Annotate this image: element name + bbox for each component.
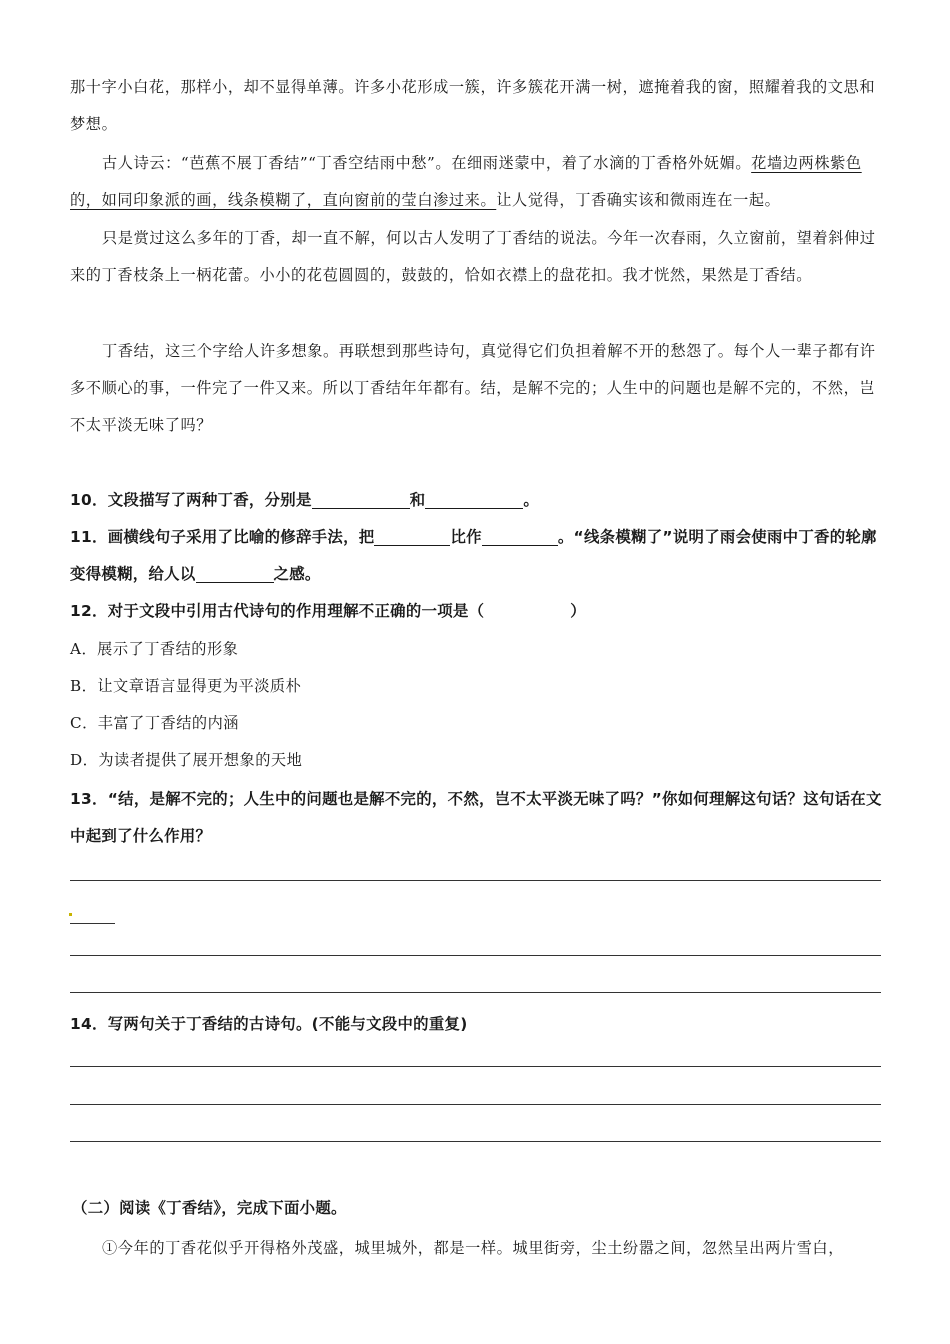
- question-10: [70, 482, 882, 519]
- question-11-text: 之感。: [273, 565, 321, 583]
- answer-blank[interactable]: [196, 564, 274, 583]
- option-b[interactable]: B．让文章语言显得更为平淡质朴: [70, 677, 302, 695]
- option-d[interactable]: D．为读者提供了展开想象的天地: [70, 751, 303, 769]
- stray-mark: [69, 913, 72, 916]
- section-2-title: （二）阅读《丁香结》，完成下面小题。: [72, 1199, 347, 1217]
- question-11-text: 。“线条模糊了”说明了雨会使雨中丁香的轮廓变得模糊，给人以: [70, 528, 877, 583]
- passage-paragraph-2-tail: 让人觉得，丁香确实该和微雨连在一起。: [496, 191, 781, 209]
- passage-paragraph-2-text: 古人诗云：“芭蕉不展丁香结”“丁香空结雨中愁”。在细雨迷蒙中，着了水滴的丁香格外妩媚。: [102, 154, 752, 172]
- option-a[interactable]: A．展示了丁香结的形象: [70, 640, 239, 658]
- question-10-text: 10．文段描写了两种丁香，分别是: [70, 491, 312, 509]
- question-13: 13．“结，是解不完的；人生中的问题也是解不完的，不然，岂不太平淡无味了吗？”你如何理解这句话？这句话在文中起到了什么作用？: [70, 790, 882, 845]
- question-12-text: ）: [570, 602, 586, 620]
- underlined-sentence: 花墙边两株紫色的，如同印象派的画，线条模糊了，直向窗前的莹白渗过来。: [70, 154, 862, 209]
- question-11: [70, 519, 882, 593]
- passage-paragraph-3: 只是赏过这么多年的丁香，却一直不解，何以古人发明了丁香结的说法。今年一次春雨，久立窗前，望着斜伸过来的丁香枝条上一柄花蕾。小小的花苞圆圆的，鼓鼓的，恰如衣襟上的盘花扣。我才恍然，果然是丁香结。: [70, 229, 876, 284]
- passage-paragraph-2: [70, 145, 882, 219]
- passage-paragraph-4: 丁香结，这三个字给人许多想象。再联想到那些诗句，真觉得它们负担着解不开的愁怨了。每个人一辈子都有许多不顺心的事，一件完了一件又来。所以丁香结年年都有。结，是解不完的；人生中的问题也是解不完的，不然，岂不太平淡无味了吗？: [70, 342, 876, 434]
- answer-line[interactable]: [70, 1141, 881, 1142]
- question-10-text: 和: [409, 491, 426, 509]
- option-c[interactable]: C．丰富了丁香结的内涵: [70, 714, 239, 732]
- answer-blank[interactable]: [425, 490, 523, 509]
- answer-line-short[interactable]: [70, 923, 115, 924]
- answer-line[interactable]: [70, 1066, 881, 1067]
- passage-paragraph-1: 那十字小白花，那样小，却不显得单薄。许多小花形成一簇，许多簇花开满一树，遮掩着我的窗，照耀着我的文思和梦想。: [70, 78, 876, 133]
- answer-blank[interactable]: [482, 527, 558, 546]
- question-12: [70, 593, 882, 630]
- question-10-text: 。: [523, 491, 540, 509]
- answer-line[interactable]: [70, 992, 881, 993]
- question-11-text: 11．画横线句子采用了比喻的修辞手法，把: [70, 528, 375, 546]
- question-12-text: 12．对于文段中引用古代诗句的作用理解不正确的一项是（: [70, 602, 485, 620]
- section-2-paragraph-1: ①今年的丁香花似乎开得格外茂盛，城里城外，都是一样。城里街旁，尘土纷嚣之间，忽然呈出两片雪白，: [102, 1239, 845, 1257]
- question-14: 14．写两句关于丁香结的古诗句。(不能与文段中的重复): [70, 1015, 468, 1033]
- answer-blank[interactable]: [374, 527, 450, 546]
- answer-blank[interactable]: [312, 490, 410, 509]
- answer-line[interactable]: [70, 955, 881, 956]
- answer-line[interactable]: [70, 1104, 881, 1105]
- answer-line[interactable]: [70, 880, 881, 881]
- question-11-text: 比作: [450, 528, 482, 546]
